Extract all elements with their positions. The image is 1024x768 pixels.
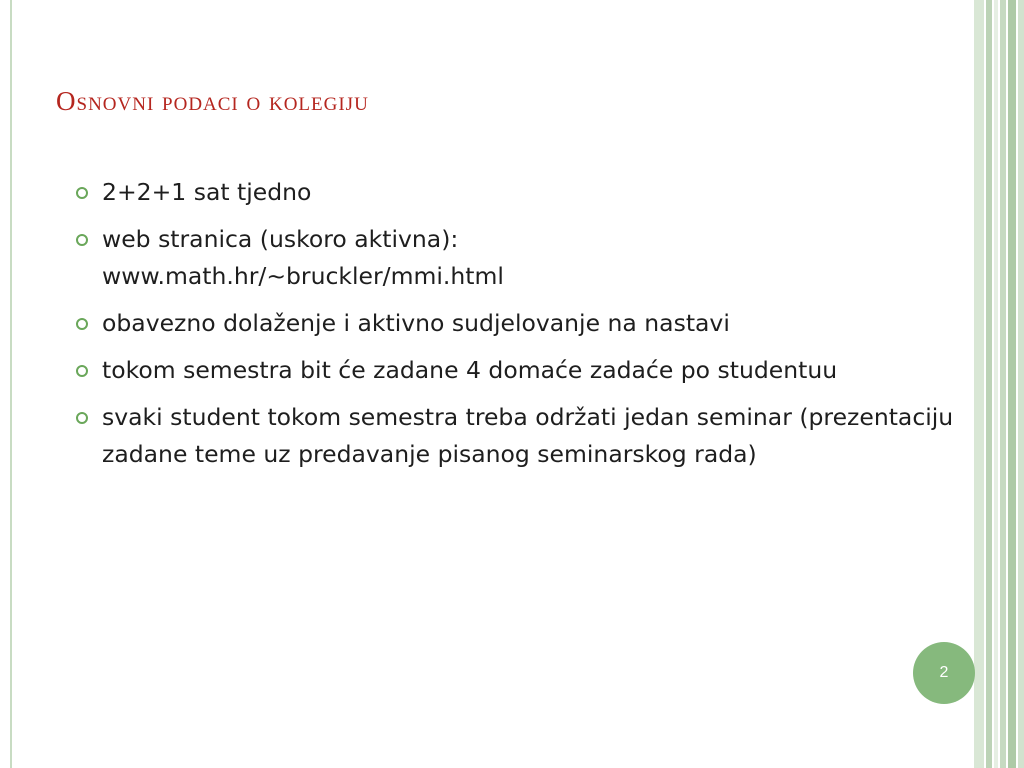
bullet-item <box>76 305 976 342</box>
bullet-text: obavezno dolaženje i aktivno sudjelovanje na nastavi <box>102 309 730 337</box>
slide-title: Osnovni podaci o kolegiju <box>56 86 369 116</box>
circle-bullet-icon <box>76 318 88 330</box>
bullet-text: 2+2+1 sat tjedno <box>102 178 312 206</box>
bullet-item <box>76 174 976 211</box>
page-number-badge: 2 <box>913 642 975 704</box>
bullet-item <box>76 221 976 295</box>
bullet-item <box>76 399 976 473</box>
left-border-line <box>10 0 12 768</box>
bullet-list <box>76 174 976 483</box>
circle-bullet-icon <box>76 412 88 424</box>
bullet-text: web stranica (uskoro aktivna): www.math.hr/~bruckler/mmi.html <box>102 225 504 290</box>
bullet-text: svaki student tokom semestra treba održati jedan seminar (prezentaciju zadane teme uz predavanje pisanog seminarskog rada) <box>102 403 954 468</box>
right-decorative-stripes <box>974 0 1024 768</box>
circle-bullet-icon <box>76 234 88 246</box>
bullet-item <box>76 352 976 389</box>
circle-bullet-icon <box>76 187 88 199</box>
bullet-text: tokom semestra bit će zadane 4 domaće zadaće po studentuu <box>102 356 838 384</box>
circle-bullet-icon <box>76 365 88 377</box>
